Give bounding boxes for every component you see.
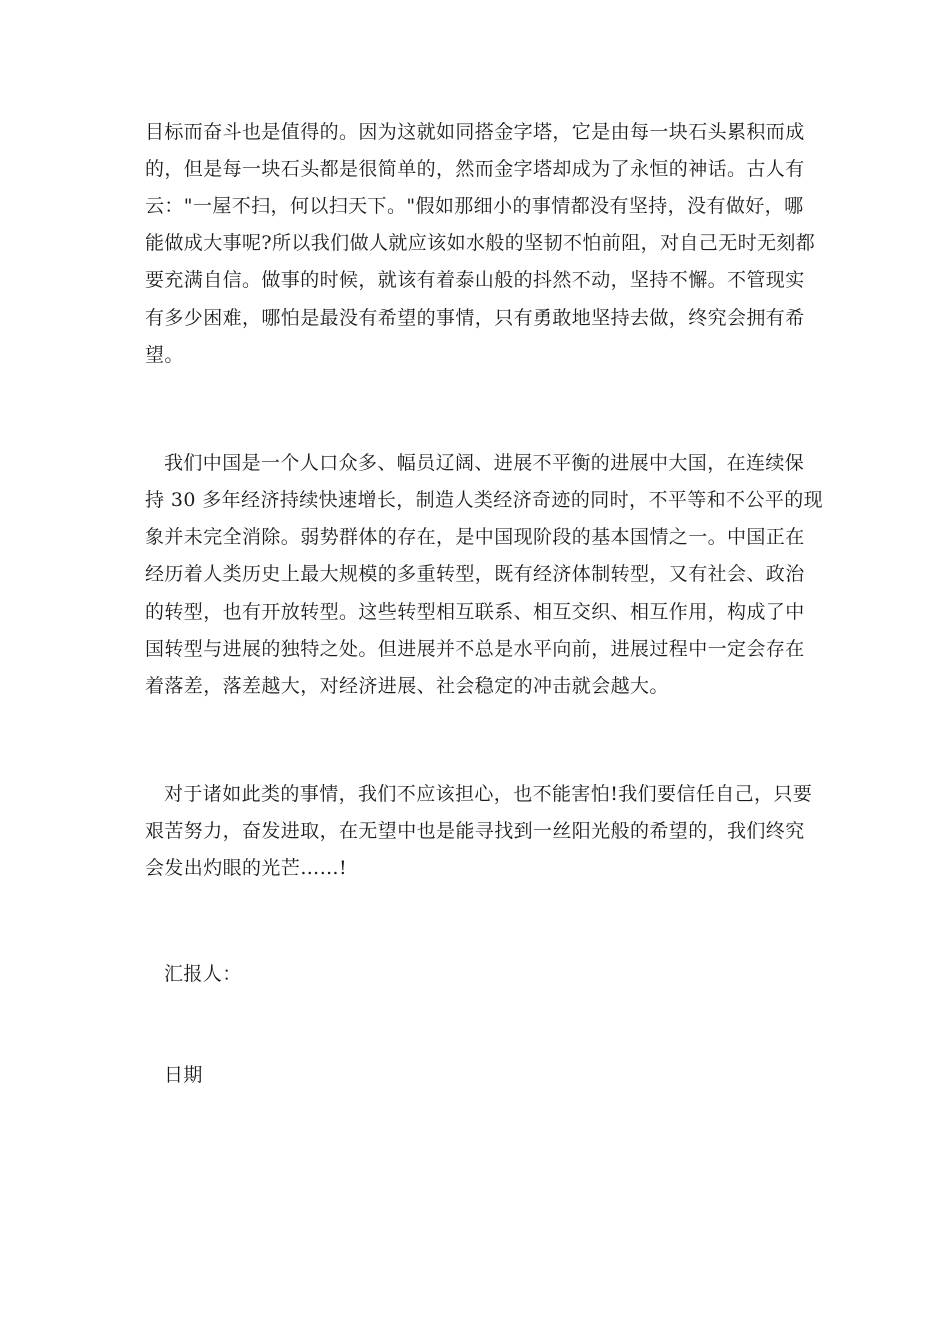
paragraph-1-line-2: 的，但是每一块石头都是很简单的，然而金字塔却成为了永恒的神话。古人有 [145,158,805,180]
paragraph-2-line-1: 我们中国是一个人口众多、幅员辽阔、进展不平衡的进展中大国，在连续保 [164,452,805,474]
paragraph-1-line-7: 望。 [145,344,184,366]
date-label: 日期 [164,1064,203,1086]
reporter-label: 汇报人： [164,963,242,985]
paragraph-2-line-4: 经历着人类历史上最大规模的多重转型，既有经济体制转型，又有社会、政治 [145,563,805,585]
paragraph-1-line-1: 目标而奋斗也是值得的。因为这就如同搭金字塔，它是由每一块石头累积而成 [145,121,805,143]
paragraph-1-line-6: 有多少困难，哪怕是最没有希望的事情，只有勇敢地坚持去做，终究会拥有希 [145,307,805,329]
paragraph-3-line-3: 会发出灼眼的光芒……! [145,857,348,879]
paragraph-3-line-2: 艰苦努力，奋发进取，在无望中也是能寻找到一丝阳光般的希望的，我们终究 [145,820,805,842]
paragraph-1-line-3: 云："一屋不扫，何以扫天下。"假如那细小的事情都没有坚持，没有做好，哪 [145,195,804,217]
paragraph-2-line-7: 着落差，落差越大，对经济进展、社会稳定的冲击就会越大。 [145,675,669,697]
paragraph-2-line-6: 国转型与进展的独特之处。但进展并不总是水平向前，进展过程中一定会存在 [145,638,805,660]
paragraph-1-line-5: 要充满自信。做事的时候，就该有着泰山般的抖然不动，坚持不懈。不管现实 [145,269,805,291]
paragraph-1-line-4: 能做成大事呢?所以我们做人就应该如水般的坚韧不怕前阻，对自己无时无刻都 [145,232,816,254]
paragraph-2-line-2: 持 30 多年经济持续快速增长，制造人类经济奇迹的同时，不平等和不公平的现 [145,489,824,511]
paragraph-3-line-1: 对于诸如此类的事情，我们不应该担心，也不能害怕!我们要信任自己，只要 [164,783,813,805]
paragraph-2-line-5: 的转型，也有开放转型。这些转型相互联系、相互交织、相互作用，构成了中 [145,601,805,623]
paragraph-2-line-3: 象并未完全消除。弱势群体的存在，是中国现阶段的基本国情之一。中国正在 [145,526,805,548]
